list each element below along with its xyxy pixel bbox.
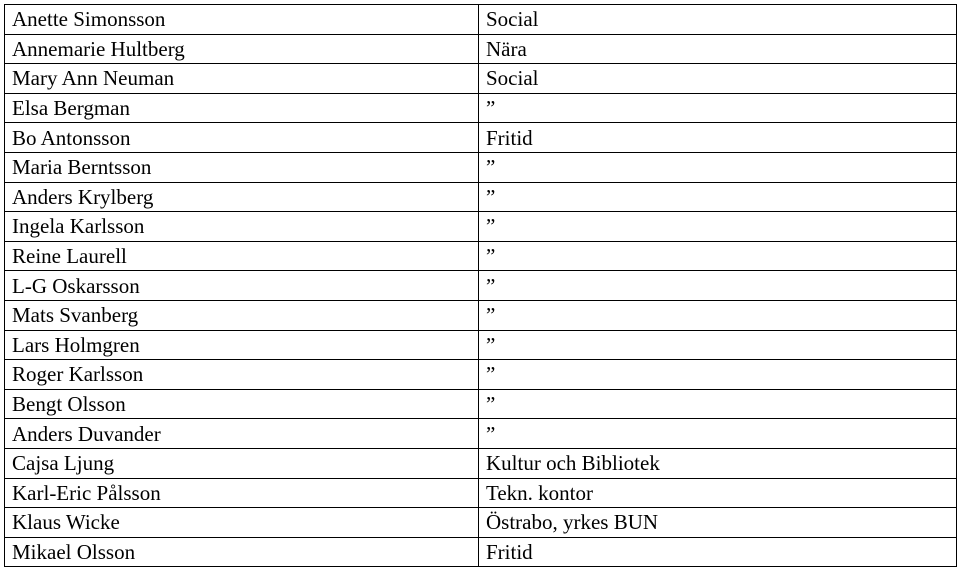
person-name-cell: Bo Antonsson	[5, 123, 479, 153]
person-name-cell: Lars Holmgren	[5, 330, 479, 360]
person-name-cell: Elsa Bergman	[5, 93, 479, 123]
person-name-cell: Klaus Wicke	[5, 508, 479, 538]
table-row	[5, 93, 957, 123]
table-row	[5, 448, 957, 478]
person-name-cell: Roger Karlsson	[5, 360, 479, 390]
table-row	[5, 5, 957, 35]
table-row	[5, 271, 957, 301]
department-cell: ”	[479, 330, 957, 360]
person-name-cell: Mats Svanberg	[5, 300, 479, 330]
department-cell: Fritid	[479, 537, 957, 567]
table-row	[5, 389, 957, 419]
table-row	[5, 182, 957, 212]
table-row	[5, 478, 957, 508]
person-name-cell: Anders Duvander	[5, 419, 479, 449]
table-row	[5, 212, 957, 242]
department-cell: ”	[479, 93, 957, 123]
table-row	[5, 241, 957, 271]
department-cell: ”	[479, 389, 957, 419]
person-name-cell: Anders Krylberg	[5, 182, 479, 212]
person-name-cell: Mary Ann Neuman	[5, 64, 479, 94]
person-name-cell: Bengt Olsson	[5, 389, 479, 419]
table-row	[5, 360, 957, 390]
person-name-cell: Ingela Karlsson	[5, 212, 479, 242]
department-cell: ”	[479, 419, 957, 449]
person-name-cell: Cajsa Ljung	[5, 448, 479, 478]
department-cell: ”	[479, 212, 957, 242]
table-row	[5, 330, 957, 360]
department-cell: ”	[479, 300, 957, 330]
person-name-cell: Reine Laurell	[5, 241, 479, 271]
table-row	[5, 508, 957, 538]
participants-table-body	[5, 5, 957, 567]
table-row	[5, 419, 957, 449]
department-cell: Social	[479, 5, 957, 35]
person-name-cell: Annemarie Hultberg	[5, 34, 479, 64]
participants-table	[4, 4, 957, 567]
person-name-cell: L-G Oskarsson	[5, 271, 479, 301]
person-name-cell: Karl-Eric Pålsson	[5, 478, 479, 508]
department-cell: Kultur och Bibliotek	[479, 448, 957, 478]
person-name-cell: Anette Simonsson	[5, 5, 479, 35]
table-row	[5, 64, 957, 94]
table-row	[5, 34, 957, 64]
table-row	[5, 123, 957, 153]
department-cell: ”	[479, 271, 957, 301]
department-cell: ”	[479, 182, 957, 212]
department-cell: Social	[479, 64, 957, 94]
department-cell: Tekn. kontor	[479, 478, 957, 508]
department-cell: Östrabo, yrkes BUN	[479, 508, 957, 538]
table-row	[5, 152, 957, 182]
person-name-cell: Maria Berntsson	[5, 152, 479, 182]
department-cell: ”	[479, 152, 957, 182]
department-cell: Nära	[479, 34, 957, 64]
department-cell: ”	[479, 360, 957, 390]
department-cell: ”	[479, 241, 957, 271]
department-cell: Fritid	[479, 123, 957, 153]
table-row	[5, 300, 957, 330]
table-row	[5, 537, 957, 567]
person-name-cell: Mikael Olsson	[5, 537, 479, 567]
